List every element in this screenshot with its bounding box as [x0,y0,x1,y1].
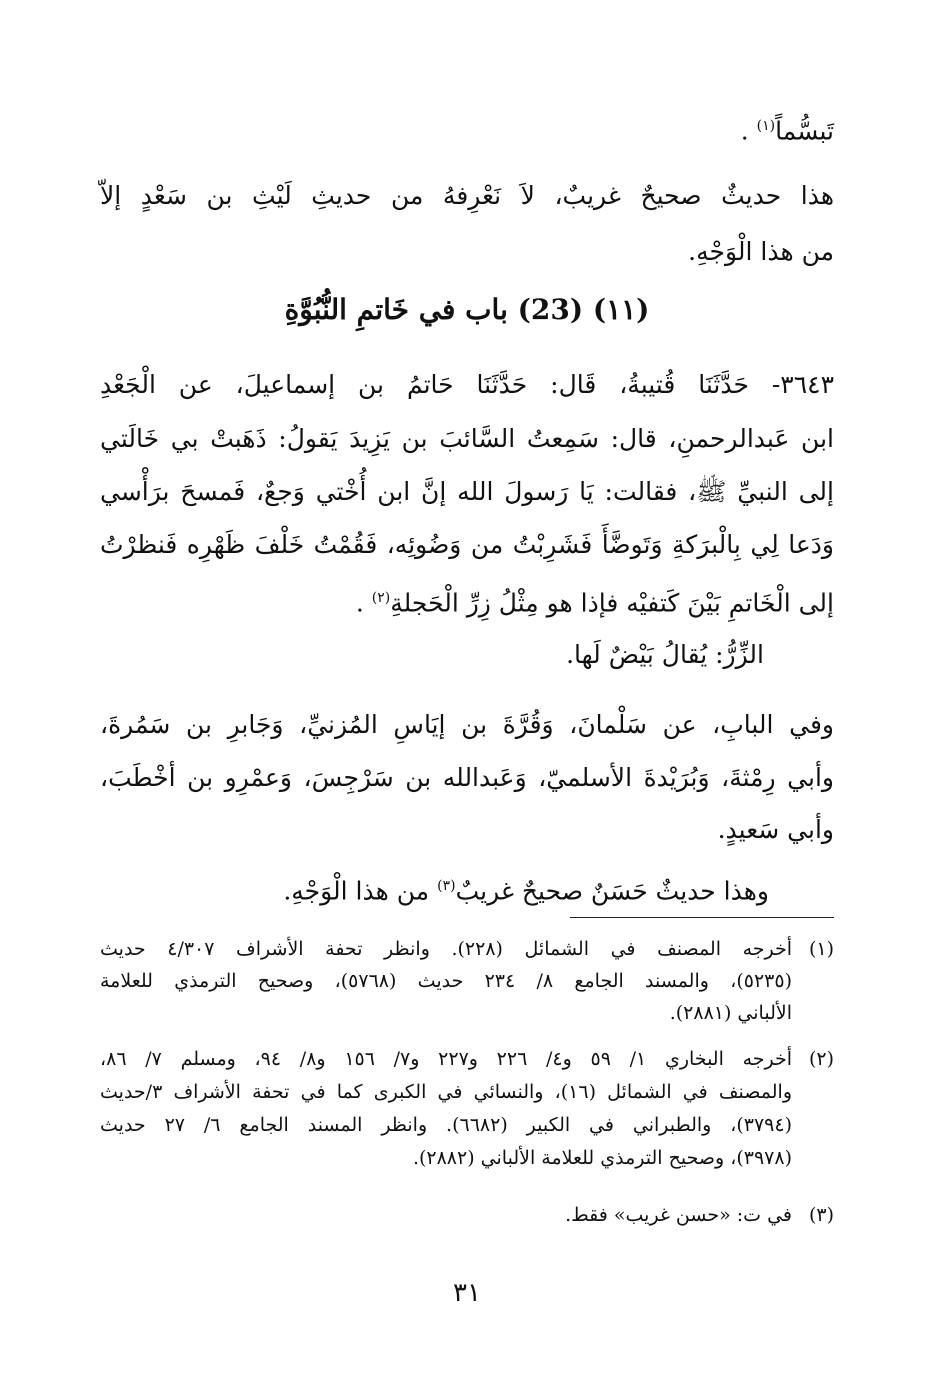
text: من هذا الْوَجْهِ. [283,876,438,906]
bab-line2: وأبي رِمْثةَ، وَبُرَيْدةَ الأسلميّ، وَعَبدالله بن سَرْجِسَ، وَعمْرِو بن أخْطَبَ، [100,763,834,792]
text: . [740,116,757,146]
footnote-line: (٥٢٣٥)، والمسند الجامع ٨/ ٢٣٤ حديث (٥٧٦٨)، وصحيح الترمذي للعلامة [100,970,792,992]
footnote-ref: (٢) [371,590,391,606]
footnote-3 [100,1200,834,1232]
footnote-line: أخرجه المصنف في الشمائل (٢٢٨). وانظر تحفة الأشراف ٤/٣٠٧ حديث [100,938,793,960]
footnote-number: (١) [808,938,834,960]
hadith-line2: ابن عَبدالرحمنِ، قال: سَمِعتُ السَّائبَ بن يَزِيدَ يَقولُ: ذَهَبتْ بي خَالَتي [100,424,834,453]
footnote-ref: (٣) [437,878,456,894]
footnote-line: الألباني (٢٨٨١). [669,1002,792,1024]
para1-line1: هذا حديثٌ صحيحٌ غريبٌ، لاَ نَعْرِفهُ من حديثِ لَيْثِ بن سَعْدٍ إلاّ [100,181,834,210]
hadith-line4: وَدَعا لِي بِالْبرَكةِ وَتَوضَّأَ فَشَرِبْتُ من وَضُوئِه، فَقُمْتُ خَلْفَ ظَهْرِه فَنظرْتُ [100,530,834,559]
footnote-divider [570,917,834,918]
bab-line1: وفي البابِ، عن سَلْمانَ، وَقُرَّةَ بن إيَاسِ المُزنيِّ، وَجَابرِ بن سَمُرةَ، [100,710,834,739]
footnote-line: في ت: «حسن غريب» فقط. [565,1204,792,1226]
hadith-line5 [100,578,834,623]
footnote-ref: (١) [756,118,776,134]
footnote-line: (٣٧٩٤)، والطبراني في الكبير (٦٦٨٢). وانظر المسند الجامع ٦/ ٢٧ حديث [100,1114,793,1136]
bab-line3: وأبي سَعيدٍ. [717,815,834,844]
page-number: ٣١ [453,1278,481,1308]
footnote-line: (٣٩٧٨)، وصحيح الترمذي للعلامة الألباني (٢٨٨٢). [412,1147,792,1169]
footnote-line: أخرجه البخاري ١/ ٥٩ و٤/ ٢٢٦ و٢٢٧ و٧/ ١٥٦ و٨/ ٩٤، ومسلم ٧/ ٨٦، [100,1048,793,1070]
text: وهذا حديثٌ حَسَنٌ صحيحٌ غريبٌ [455,876,769,906]
hadith-line1: ٣٦٤٣- حَدَّثَنَا قُتيبةُ، قَال: حَدَّثَنَا حَاتمُ بن إسماعيلَ، عن الْجَعْدِ [100,370,834,399]
text: تَبسُّماً [775,116,834,146]
zirr-note: الزِّرُّ: يُقالُ بَيْضٌ لَها. [566,640,764,669]
text: . [355,588,372,618]
text: إلى الْخَاتمِ بَيْنَ كَتفيْه فإذا هو مِثْلُ زِرِّ الْحَجلةِ [390,588,834,618]
chapter-heading: (١١) (23) باب في خَاتمِ النُّبُوَّةِ [284,293,650,326]
footnote-number: (٢) [808,1048,834,1070]
footnote-2 [100,1044,834,1174]
final-line [100,866,769,911]
text-line-top [100,106,834,151]
footnote-line: والمصنف في الشمائل (١٦)، والنسائي في الكبرى كما في تحفة الأشراف ٣/حديث [100,1081,792,1103]
hadith-line3: إلى النبيِّ ﷺ، فقالت: يَا رَسولَ الله إنَّ ابن أُخْتي وَجعٌ، فَمسحَ برَأْسي [100,477,834,506]
para1-line2: من هذا الْوَجْهِ. [688,237,834,266]
footnote-number: (٣) [808,1204,834,1226]
footnote-1 [100,934,834,1029]
